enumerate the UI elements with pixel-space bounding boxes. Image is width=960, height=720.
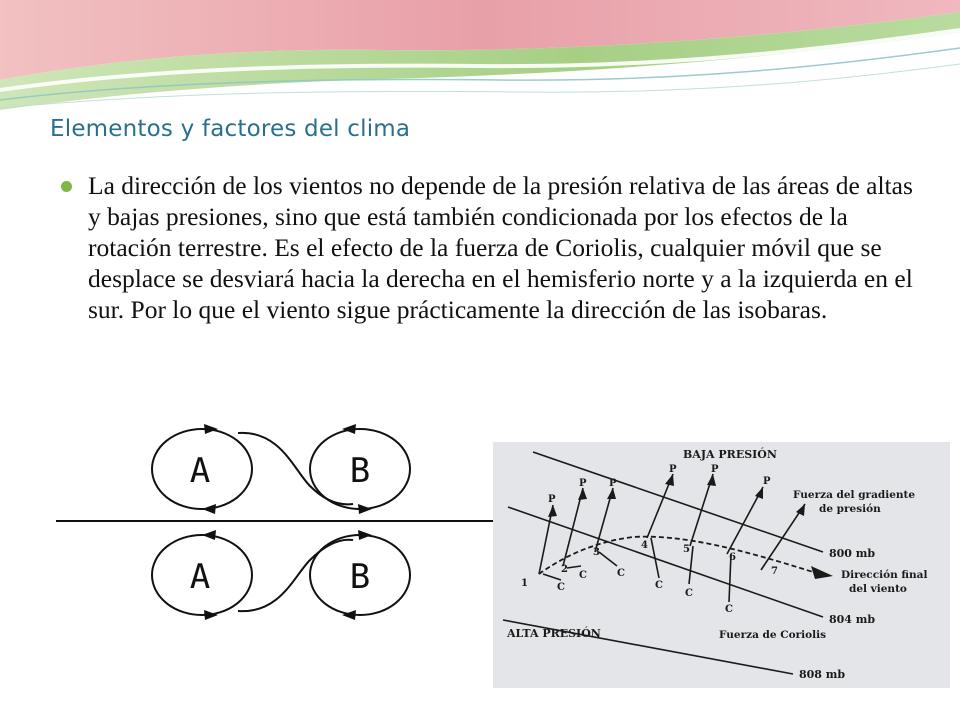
p-label: P — [711, 464, 719, 475]
header-wave — [0, 0, 960, 120]
p-label: P — [548, 494, 556, 505]
c-label: C — [579, 570, 587, 581]
bullet-marker — [61, 181, 72, 192]
gradient-force-label-2: de presión — [819, 503, 881, 515]
step-number: 4 — [641, 540, 648, 551]
high-pressure-label: ALTA PRESIÓN — [507, 627, 601, 640]
c-label: C — [725, 604, 733, 615]
step-number: 7 — [771, 566, 778, 577]
south-low-label: B — [349, 557, 371, 597]
step-number: 3 — [593, 547, 600, 558]
isobar-label-808: 808 mb — [799, 668, 846, 681]
final-direction-label-2: del viento — [849, 583, 907, 595]
c-label: C — [617, 568, 625, 579]
p-label: P — [669, 464, 677, 475]
step-number: 6 — [729, 552, 736, 563]
p-label: P — [763, 476, 771, 487]
slide-title: Elementos y factores del clima — [50, 116, 411, 142]
p-label: P — [579, 478, 587, 489]
north-high-label: A — [189, 451, 211, 491]
step-number: 1 — [521, 578, 528, 589]
isobar-label-804: 804 mb — [829, 613, 876, 626]
low-pressure-label: BAJA PRESIÓN — [683, 448, 777, 461]
c-label: C — [655, 580, 663, 591]
coriolis-isobar-diagram — [493, 442, 950, 688]
gradient-force-label-1: Fuerza del gradiente — [793, 489, 916, 501]
p-label: P — [609, 478, 617, 489]
final-direction-label-1: Dirección final — [841, 569, 928, 581]
south-high-label: A — [189, 557, 211, 597]
c-label: C — [557, 582, 565, 593]
bullet-text: La dirección de los vientos no depende de la presión relativa de las áreas de altas y bajas presiones, sino que está también condicionada por los efectos de la rotación terrestre. Es el efecto de la fuerza de Coriolis, cualquier móvil que se desplace se desviará hacia la derecha en el hemisferio norte y a la izquierda en el sur. Por lo que el viento sigue prácticamente la dirección de las isobaras. — [88, 171, 913, 324]
coriolis-label: Fuerza de Coriolis — [719, 629, 826, 641]
north-low-label: B — [349, 451, 371, 491]
step-number: 5 — [683, 544, 690, 555]
step-number: 2 — [561, 564, 568, 575]
pressure-circulation-diagram — [18, 408, 558, 644]
isobar-label-800: 800 mb — [829, 547, 876, 560]
c-label: C — [685, 588, 693, 599]
